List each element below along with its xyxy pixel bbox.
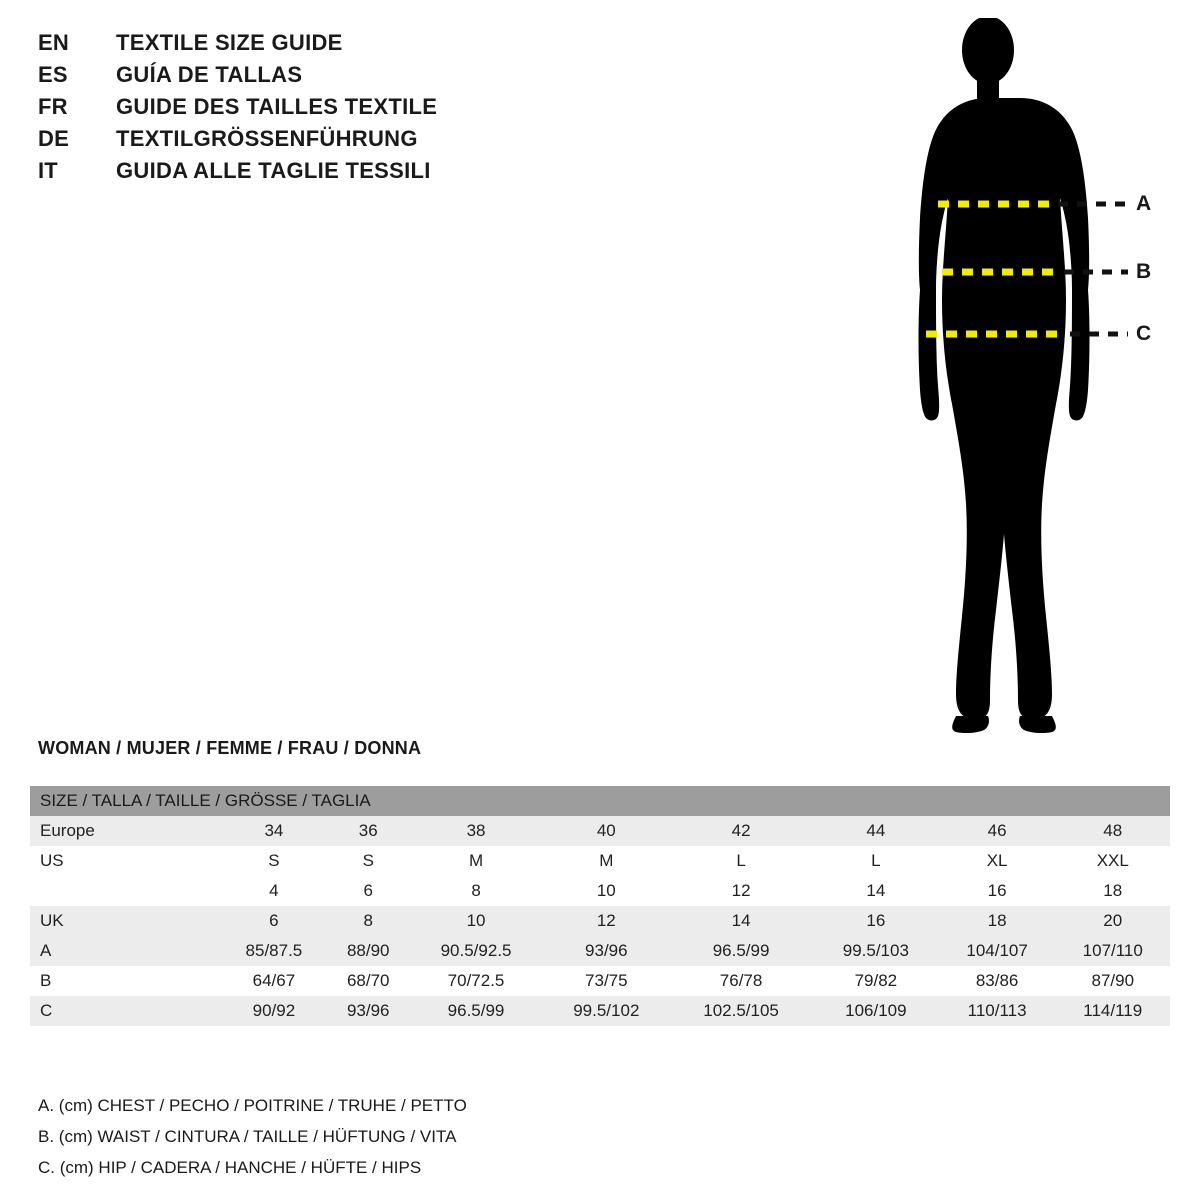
cell: 68/70 [328,966,409,996]
language-code: IT [38,158,58,183]
cell: 40 [543,816,669,846]
cell: 90.5/92.5 [409,936,544,966]
cell: 10 [543,876,669,906]
cell: 18 [1056,876,1170,906]
title-row [38,94,738,126]
cell: 14 [813,876,939,906]
table-header-row [30,786,1170,816]
language-code: DE [38,126,69,151]
row-label: A [30,936,220,966]
title-block [38,30,738,190]
size-table [30,786,1170,1026]
marker-label-a: A [1136,192,1152,215]
cell: 46 [939,816,1056,846]
cell: 20 [1056,906,1170,936]
cell: 12 [543,906,669,936]
cell: 4 [220,876,328,906]
title-row [38,30,738,62]
language-code: ES [38,62,68,87]
table-row [30,876,1170,906]
cell: 83/86 [939,966,1056,996]
cell: S [220,846,328,876]
cell: 34 [220,816,328,846]
cell: M [409,846,544,876]
cell: 87/90 [1056,966,1170,996]
title-row [38,62,738,94]
title-text: TEXTILE SIZE GUIDE [116,30,343,55]
cell: 107/110 [1056,936,1170,966]
cell: 6 [328,876,409,906]
title-text: GUÍA DE TALLAS [116,62,303,87]
cell: 38 [409,816,544,846]
cell: 110/113 [939,996,1056,1026]
cell: 16 [939,876,1056,906]
cell: 8 [409,876,544,906]
title-row [38,158,738,190]
table-row [30,996,1170,1026]
title-text: GUIDA ALLE TAGLIE TESSILI [116,158,431,183]
cell: S [328,846,409,876]
footnote-waist: B. (cm) WAIST / CINTURA / TAILLE / HÜFTUNG / VITA [38,1127,457,1146]
cell: 88/90 [328,936,409,966]
cell: 114/119 [1056,996,1170,1026]
cell: 96.5/99 [669,936,813,966]
cell: 79/82 [813,966,939,996]
cell: 64/67 [220,966,328,996]
cell: 8 [328,906,409,936]
row-label: US [30,846,220,876]
cell: 36 [328,816,409,846]
table-row [30,906,1170,936]
cell: 48 [1056,816,1170,846]
cell: 99.5/102 [543,996,669,1026]
title-text: GUIDE DES TAILLES TEXTILE [116,94,438,119]
table-header-cell: SIZE / TALLA / TAILLE / GRÖSSE / TAGLIA [30,786,1170,816]
table-row [30,846,1170,876]
cell: 42 [669,816,813,846]
cell: 10 [409,906,544,936]
cell: XL [939,846,1056,876]
cell: 90/92 [220,996,328,1026]
cell: 14 [669,906,813,936]
title-row [38,126,738,158]
cell: 93/96 [543,936,669,966]
cell: 104/107 [939,936,1056,966]
cell: 85/87.5 [220,936,328,966]
cell: 70/72.5 [409,966,544,996]
marker-label-b: B [1136,260,1152,283]
cell: 99.5/103 [813,936,939,966]
row-label: B [30,966,220,996]
size-table-wrapper [30,786,1170,1026]
row-label: UK [30,906,220,936]
table-row [30,816,1170,846]
row-label: Europe [30,816,220,846]
footnotes [38,1090,938,1183]
female-silhouette-figure [860,18,1180,738]
cell: 93/96 [328,996,409,1026]
row-label [30,876,220,906]
cell: L [669,846,813,876]
cell: XXL [1056,846,1170,876]
silhouette-icon [860,18,1180,738]
row-label: C [30,996,220,1026]
table-row [30,936,1170,966]
cell: 44 [813,816,939,846]
cell: 12 [669,876,813,906]
title-text: TEXTILGRÖSSENFÜHRUNG [116,126,418,151]
cell: 16 [813,906,939,936]
section-label-woman: WOMAN / MUJER / FEMME / FRAU / DONNA [38,738,422,758]
footnote-hip: C. (cm) HIP / CADERA / HANCHE / HÜFTE / HIPS [38,1158,422,1177]
cell: 96.5/99 [409,996,544,1026]
cell: 18 [939,906,1056,936]
cell: 76/78 [669,966,813,996]
cell: L [813,846,939,876]
language-code: EN [38,30,69,55]
cell: M [543,846,669,876]
language-code: FR [38,94,68,119]
marker-label-c: C [1136,322,1152,345]
footnote-chest: A. (cm) CHEST / PECHO / POITRINE / TRUHE / PETTO [38,1096,467,1115]
cell: 73/75 [543,966,669,996]
table-row [30,966,1170,996]
cell: 106/109 [813,996,939,1026]
cell: 6 [220,906,328,936]
cell: 102.5/105 [669,996,813,1026]
